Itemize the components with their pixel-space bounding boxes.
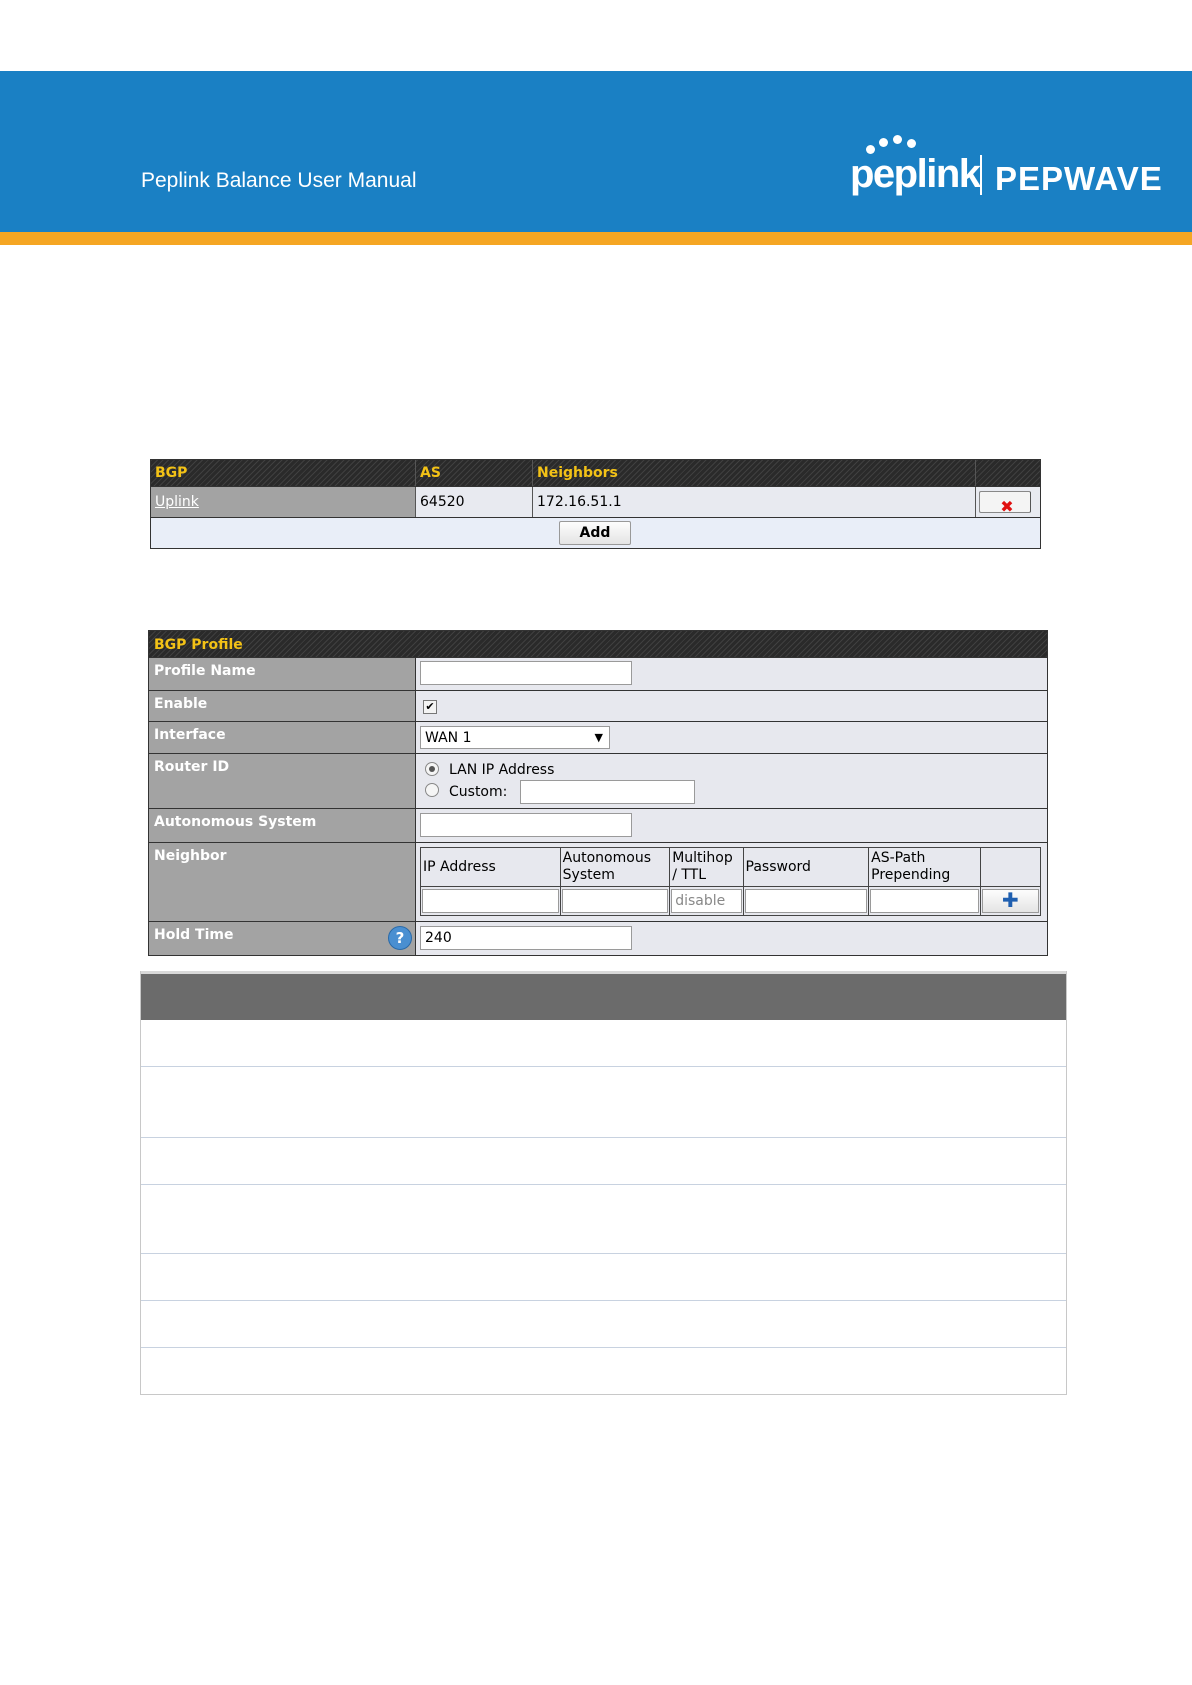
table-row [141,1348,1066,1394]
help-icon[interactable]: ? [388,926,412,950]
plus-icon: ✚ [1001,888,1019,912]
neighbor-as-input[interactable] [562,889,669,913]
interface-value [416,722,1047,753]
table-row [141,1254,1066,1301]
col-as: AS [416,460,533,486]
neighbor-col-multihop-line1: Multihop [672,850,733,866]
table-row [151,487,1040,518]
neighbor-table [420,847,1041,916]
neighbor-aspath-input[interactable] [870,889,979,913]
hold-time-row [149,922,1047,955]
logo-peplink: peplink [850,152,980,196]
bgp-name-cell [151,487,416,517]
enable-label: Enable [149,691,416,721]
profile-name-input[interactable] [420,661,632,685]
interface-row [149,722,1047,754]
neighbor-col-multihop [670,848,743,887]
table-row [141,1185,1066,1254]
bgp-add-row [151,518,1040,548]
x-icon: ✖ [1000,497,1014,516]
neighbor-password-input[interactable] [745,889,868,913]
table-row [141,1020,1066,1067]
table-row [141,1138,1066,1185]
bgp-actions-cell [976,487,1038,517]
logo-divider [980,155,982,195]
bgp-profile-title: BGP Profile [149,631,1047,658]
autonomous-system-row [149,809,1047,843]
description-table-header [141,971,1066,1020]
neighbor-input-row [421,887,1041,916]
autonomous-system-value [416,809,1047,842]
router-id-row [149,754,1047,809]
add-button[interactable]: Add [559,521,631,545]
neighbor-col-password: Password [743,848,869,887]
bgp-profile-form [148,630,1048,956]
enable-row [149,691,1047,722]
router-id-custom-label: Custom: [449,784,508,800]
router-id-label: Router ID [149,754,416,808]
neighbor-value [416,843,1047,921]
bgp-list-table [150,459,1041,549]
col-neighbors: Neighbors [533,460,976,486]
bgp-profile-link[interactable]: Uplink [155,494,199,510]
neighbor-header-row [421,848,1041,887]
interface-select[interactable] [420,726,610,749]
enable-checkbox[interactable]: ✔ [423,700,437,714]
bgp-as-cell: 64520 [416,487,533,517]
profile-name-row [149,658,1047,691]
profile-name-label: Profile Name [149,658,416,690]
dropdown-arrow-icon: ▼ [594,731,603,744]
neighbor-col-as-line2: System [562,867,615,883]
interface-selected: WAN 1 [425,730,472,746]
neighbor-label: Neighbor [149,843,416,921]
logo-pepwave: PEPWAVE [995,160,1163,197]
enable-value [416,691,1047,721]
delete-button[interactable] [979,491,1031,516]
bgp-neighbors-cell: 172.16.51.1 [533,487,976,517]
neighbor-col-actions [980,848,1040,887]
autonomous-system-label: Autonomous System [149,809,416,842]
description-table [140,971,1067,1395]
header-banner [0,71,1192,232]
header-stripe [0,232,1192,245]
neighbor-ip-input[interactable] [422,889,559,913]
router-id-lan-radio[interactable] [425,762,439,776]
neighbor-col-ip: IP Address [421,848,561,887]
neighbor-col-aspath-line2: Prepending [871,867,951,883]
hold-time-label-cell [149,922,416,955]
router-id-lan-label: LAN IP Address [449,762,555,778]
bgp-list-header [151,460,1040,487]
neighbor-col-aspath-line1: AS-Path [871,850,926,866]
col-actions [976,460,1038,486]
neighbor-col-as-line1: Autonomous [562,850,651,866]
hold-time-label: Hold Time [154,927,234,943]
autonomous-system-input[interactable] [420,813,632,837]
table-row [141,1301,1066,1348]
col-bgp: BGP [151,460,416,486]
add-neighbor-button[interactable] [982,889,1039,913]
table-row [141,1067,1066,1138]
interface-label: Interface [149,722,416,753]
router-id-value [416,754,1047,808]
manual-title: Peplink Balance User Manual [141,169,417,192]
router-id-custom-radio[interactable] [425,783,439,797]
neighbor-col-aspath [869,848,981,887]
router-id-custom-input[interactable] [520,780,695,804]
neighbor-col-as [560,848,670,887]
hold-time-value [416,922,1047,955]
profile-name-value [416,658,1047,690]
neighbor-multihop-input[interactable]: disable [671,889,741,913]
neighbor-col-multihop-line2: / TTL [672,867,707,883]
hold-time-input[interactable]: 240 [420,926,632,950]
neighbor-row [149,843,1047,922]
